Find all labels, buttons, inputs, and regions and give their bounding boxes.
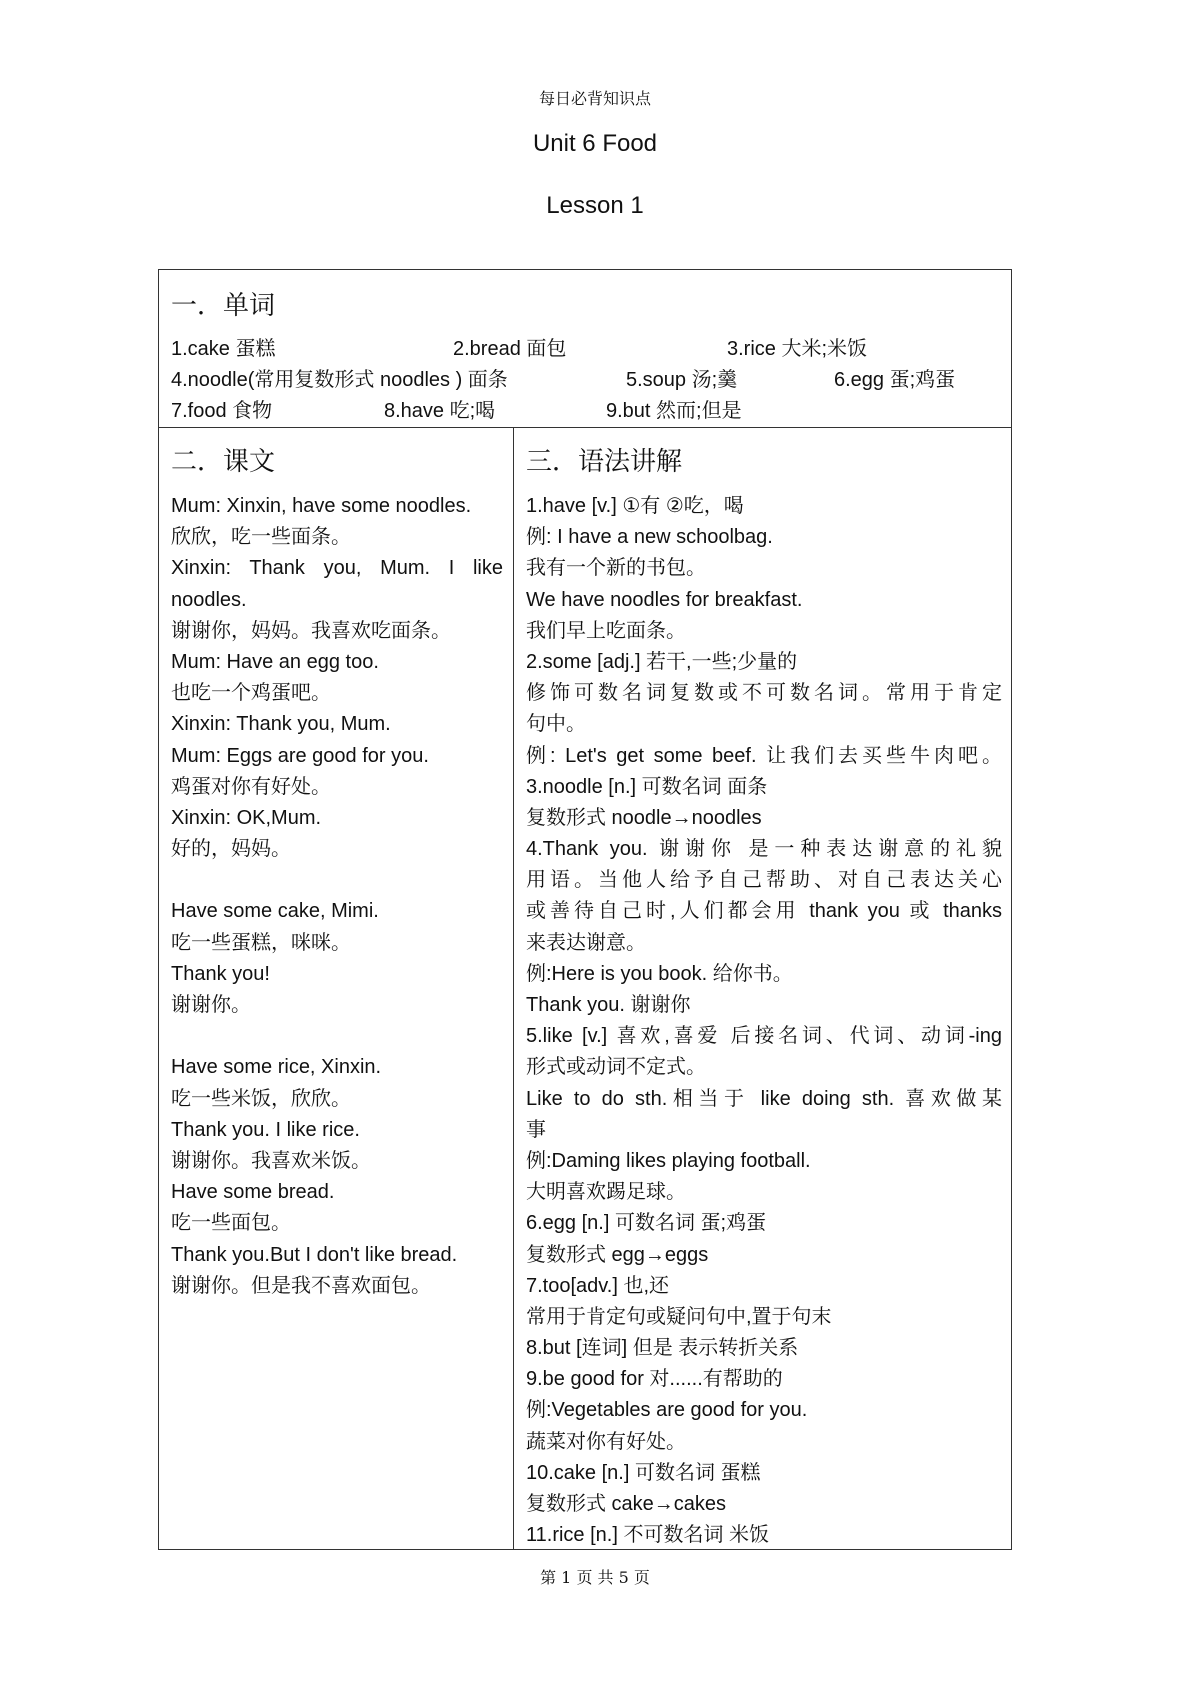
text-line: 9.be good for 对......有帮助的: [526, 1368, 783, 1391]
text-line: 用语。当他人给予自己帮助、对自己表达关心: [526, 869, 1002, 892]
lesson-title: Lesson 1: [546, 192, 644, 219]
text-line: 例: I have a new schoolbag.: [526, 526, 773, 549]
text-line: 4.Thank you. 谢谢你 是一种表达谢意的礼貌: [526, 838, 1002, 861]
text-line: 鸡蛋对你有好处。: [171, 775, 331, 798]
text-line: Thank you. 谢谢你: [526, 994, 691, 1016]
grammar-lines: [526, 491, 1002, 1551]
text-line: 谢谢你。我喜欢米饭。: [171, 1149, 371, 1172]
text-line: Mum: Eggs are good for you.: [171, 744, 429, 767]
text-line: 例:Daming likes playing football.: [526, 1149, 811, 1172]
text-line: 3.noodle [n.] 可数名词 面条: [526, 775, 768, 798]
text-line: Thank you!: [171, 962, 270, 985]
text-line: 6.egg [n.] 可数名词 蛋;鸡蛋: [526, 1212, 767, 1235]
vocab-row: [171, 365, 1001, 396]
grammar-section: [514, 427, 1011, 1549]
text-line: Mum: Xinxin, have some noodles.: [171, 495, 472, 517]
text-line: 10.cake [n.] 可数名词 蛋糕: [526, 1461, 761, 1484]
text-line: Thank you. I like rice.: [171, 1118, 360, 1141]
vocab-item: 7.food 食物: [171, 400, 273, 422]
text-line: Xinxin: Thank you, Mum. I like: [171, 557, 503, 580]
text-line: Thank you.But I don't like bread.: [171, 1243, 458, 1266]
text-line: Have some rice, Xinxin.: [171, 1056, 382, 1079]
text-line: [171, 865, 503, 896]
text-line: 吃一些蛋糕，咪咪。: [171, 931, 351, 954]
text-line: 复数形式 cake→cakes: [526, 1493, 727, 1515]
text-line: noodles.: [171, 588, 247, 611]
text-line: 例: Let's get some beef. 让我们去买些牛肉吧。: [526, 744, 1002, 767]
vocab-item: 8.have 吃;喝: [384, 400, 496, 422]
vocab-item: 2.bread 面包: [453, 338, 567, 360]
text-line: Mum: Have an egg too.: [171, 650, 379, 673]
text-line: 谢谢你。但是我不喜欢面包。: [171, 1274, 431, 1297]
dialogue-lines: [171, 491, 503, 1302]
text-line: 也吃一个鸡蛋吧。: [171, 682, 331, 705]
header-note: 每日必背知识点: [538, 89, 651, 108]
text-line: 大明喜欢踢足球。: [526, 1181, 686, 1204]
text-line: We have noodles for breakfast.: [526, 588, 803, 611]
text-section: [159, 427, 514, 1549]
text-line: 好的，妈妈。: [171, 838, 291, 861]
text-line: 7.too[adv.] 也,还: [526, 1274, 670, 1297]
unit-title: Unit 6 Food: [532, 130, 658, 157]
text-line: 吃一些米饭，欣欣。: [171, 1087, 351, 1110]
vocab-item: 6.egg 蛋;鸡蛋: [834, 369, 956, 391]
vocab-row: [171, 334, 1001, 365]
text-line: 常用于肯定句或疑问句中,置于句末: [526, 1305, 832, 1328]
text-line: 欣欣，吃一些面条。: [171, 526, 351, 549]
text-line: 2.some [adj.] 若干,一些;少量的: [526, 650, 798, 673]
text-line: 事: [526, 1118, 546, 1141]
text-line: 8.but [连词] 但是 表示转折关系: [526, 1337, 799, 1360]
text-line: 谢谢你，妈妈。我喜欢吃面条。: [171, 619, 451, 642]
lesson-table: [158, 269, 1012, 1550]
text-line: Have some bread.: [171, 1181, 335, 1204]
text-line: 11.rice [n.] 不可数名词 米饭: [526, 1524, 770, 1547]
vocab-item: 1.cake 蛋糕: [171, 338, 276, 360]
text-line: Like to do sth.相当于 like doing sth. 喜欢做某: [526, 1087, 1002, 1110]
text-line: 1.have [v.] ①有 ②吃，喝: [526, 495, 744, 517]
text-line: 吃一些面包。: [171, 1212, 291, 1235]
text-line: 5.like [v.] 喜欢,喜爱 后接名词、代词、动词-ing: [526, 1025, 1002, 1048]
page-footer: 第 1 页 共 5 页: [540, 1568, 650, 1587]
text-line: 蔬菜对你有好处。: [526, 1430, 686, 1453]
vocab-item: 4.noodle(常用复数形式 noodles ) 面条: [171, 369, 508, 391]
vocab-item: 5.soup 汤;羹: [626, 369, 738, 391]
text-line: 形式或动词不定式。: [526, 1056, 706, 1079]
vocabulary-section: [159, 270, 1011, 428]
text-heading: 二．课文: [171, 447, 276, 477]
vocab-item: 9.but 然而;但是: [606, 400, 742, 422]
text-line: 例:Vegetables are good for you.: [526, 1399, 808, 1422]
text-line: 例:Here is you book. 给你书。: [526, 962, 793, 985]
text-line: 复数形式 noodle→noodles: [526, 806, 762, 829]
text-line: 我有一个新的书包。: [526, 557, 706, 580]
text-line: 或善待自己时,人们都会用 thank you 或 thanks: [526, 900, 1002, 923]
text-line: [171, 1021, 503, 1052]
text-line: Xinxin: OK,Mum.: [171, 806, 322, 829]
text-line: Have some cake, Mimi.: [171, 900, 379, 923]
vocab-item: 3.rice 大米;米饭: [727, 338, 868, 360]
text-line: 修饰可数名词复数或不可数名词。常用于肯定: [526, 682, 1002, 705]
vocabulary-heading: 一．单词: [171, 291, 276, 321]
text-line: Xinxin: Thank you, Mum.: [171, 713, 391, 736]
text-line: 来表达谢意。: [526, 931, 646, 954]
text-line: 复数形式 egg→eggs: [526, 1243, 709, 1266]
text-line: 我们早上吃面条。: [526, 619, 686, 642]
vocab-row: [171, 396, 1001, 427]
text-line: 句中。: [526, 713, 586, 736]
text-line: 谢谢你。: [171, 994, 251, 1016]
grammar-heading: 三．语法讲解: [526, 447, 683, 477]
